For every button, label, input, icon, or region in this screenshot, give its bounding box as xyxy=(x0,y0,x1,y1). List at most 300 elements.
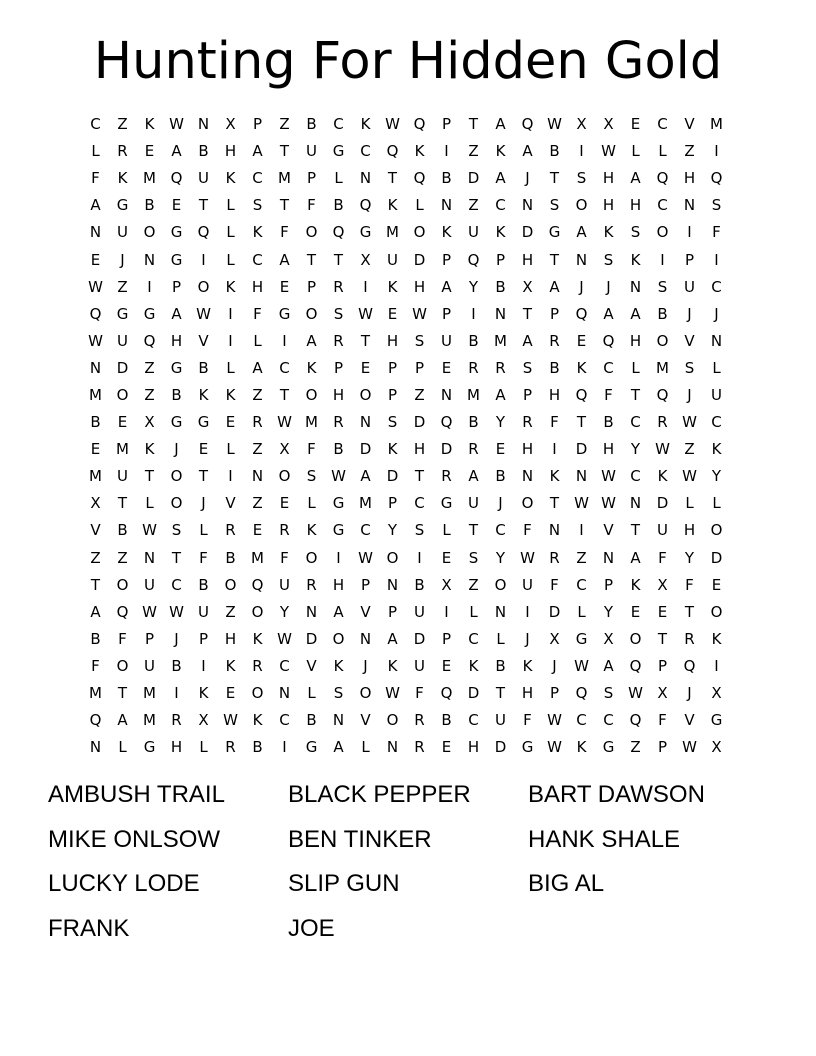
grid-letter: J xyxy=(174,440,179,459)
grid-letter: B xyxy=(441,711,452,730)
grid-letter: U xyxy=(387,250,398,269)
grid-letter: T xyxy=(117,684,128,703)
grid-letter: I xyxy=(579,521,584,540)
grid-letter: J xyxy=(525,169,530,188)
grid-letter: Y xyxy=(387,521,398,540)
grid-letter: O xyxy=(251,602,264,621)
grid-letter: K xyxy=(495,223,506,242)
grid-letter: B xyxy=(468,413,479,432)
grid-letter: F xyxy=(91,656,100,675)
grid-letter: K xyxy=(252,711,263,730)
grid-letter: T xyxy=(684,602,695,621)
grid-letter: N xyxy=(386,575,399,594)
grid-letter: W xyxy=(385,115,400,134)
grid-letter: E xyxy=(171,196,182,215)
grid-letter: O xyxy=(575,196,588,215)
grid-letter: A xyxy=(468,467,479,486)
grid-letter: G xyxy=(143,738,156,757)
grid-letter: T xyxy=(117,494,128,513)
grid-letter: B xyxy=(171,656,182,675)
grid-letter: I xyxy=(282,738,287,757)
grid-letter: A xyxy=(117,711,128,730)
grid-letter: L xyxy=(415,196,424,215)
grid-letter: K xyxy=(387,196,398,215)
grid-letter: K xyxy=(630,250,641,269)
grid-letter: W xyxy=(574,656,589,675)
grid-letter: Z xyxy=(279,115,290,134)
grid-letter: W xyxy=(142,521,157,540)
grid-letter: A xyxy=(522,331,533,350)
grid-letter: O xyxy=(224,575,237,594)
grid-letter: F xyxy=(118,629,127,648)
grid-letter: W xyxy=(88,331,103,350)
grid-letter: T xyxy=(549,494,560,513)
grid-letter: C xyxy=(576,711,587,730)
grid-row xyxy=(82,707,730,734)
grid-row xyxy=(82,517,730,544)
grid-letter: O xyxy=(710,602,723,621)
grid-letter: I xyxy=(201,656,206,675)
grid-letter: O xyxy=(494,575,507,594)
grid-row xyxy=(82,463,730,490)
grid-letter: G xyxy=(170,358,183,377)
grid-letter: X xyxy=(198,711,209,730)
puzzle-title: Hunting For Hidden Gold xyxy=(93,32,723,91)
grid-letter: F xyxy=(307,440,316,459)
grid-letter: A xyxy=(333,738,344,757)
grid-letter: R xyxy=(171,711,182,730)
grid-letter: I xyxy=(660,250,665,269)
grid-letter: N xyxy=(521,467,534,486)
grid-row xyxy=(82,409,730,436)
grid-letter: E xyxy=(441,358,452,377)
grid-letter: L xyxy=(253,331,262,350)
grid-letter: Q xyxy=(710,169,723,188)
grid-letter: A xyxy=(495,115,506,134)
grid-letter: Y xyxy=(279,602,290,621)
grid-letter: W xyxy=(385,684,400,703)
grid-letter: T xyxy=(279,142,290,161)
grid-letter: T xyxy=(576,413,587,432)
grid-letter: V xyxy=(684,711,695,730)
grid-letter: P xyxy=(549,684,560,703)
grid-letter: T xyxy=(360,331,371,350)
grid-letter: I xyxy=(417,548,422,567)
grid-letter: Y xyxy=(684,548,695,567)
grid-letter: G xyxy=(332,521,345,540)
grid-letter: N xyxy=(359,169,372,188)
grid-letter: Q xyxy=(143,331,156,350)
grid-letter: D xyxy=(116,358,129,377)
grid-letter: L xyxy=(145,494,154,513)
grid-letter: H xyxy=(521,440,534,459)
grid-letter: R xyxy=(522,413,533,432)
grid-letter: X xyxy=(522,277,533,296)
grid-letter: A xyxy=(603,656,614,675)
grid-letter: L xyxy=(118,738,127,757)
grid-letter: W xyxy=(601,142,616,161)
grid-letter: C xyxy=(657,115,668,134)
grid-letter: O xyxy=(386,548,399,567)
grid-letter: I xyxy=(525,602,530,621)
grid-letter: T xyxy=(90,575,101,594)
grid-letter: S xyxy=(252,196,263,215)
grid-letter: F xyxy=(712,223,721,242)
grid-letter: P xyxy=(306,169,317,188)
grid-letter: H xyxy=(602,169,615,188)
grid-letter: O xyxy=(656,331,669,350)
grid-letter: H xyxy=(332,385,345,404)
grid-letter: I xyxy=(201,250,206,269)
grid-letter: E xyxy=(360,358,371,377)
grid-letter: E xyxy=(441,738,452,757)
grid-letter: E xyxy=(279,494,290,513)
grid-letter: J xyxy=(174,629,179,648)
grid-letter: M xyxy=(89,385,102,404)
grid-letter: U xyxy=(657,521,668,540)
grid-letter: K xyxy=(495,142,506,161)
grid-letter: B xyxy=(171,385,182,404)
grid-letter: Z xyxy=(684,440,695,459)
word-list-item: BART DAWSON xyxy=(528,781,705,808)
grid-letter: Q xyxy=(602,331,615,350)
grid-letter: B xyxy=(306,711,317,730)
grid-letter: Q xyxy=(89,304,102,323)
grid-row xyxy=(82,355,730,382)
grid-letter: Z xyxy=(90,548,101,567)
grid-letter: Q xyxy=(359,196,372,215)
grid-letter: L xyxy=(442,521,451,540)
grid-letter: N xyxy=(359,629,372,648)
word-list-item: BIG AL xyxy=(528,870,605,897)
grid-letter: V xyxy=(360,602,371,621)
grid-letter: H xyxy=(224,142,237,161)
grid-letter: H xyxy=(629,331,642,350)
grid-letter: I xyxy=(228,304,233,323)
grid-letter: A xyxy=(360,467,371,486)
grid-row xyxy=(82,219,730,246)
grid-letter: Q xyxy=(440,413,453,432)
grid-letter: Q xyxy=(656,385,669,404)
grid-letter: H xyxy=(170,331,183,350)
grid-letter: W xyxy=(682,413,697,432)
grid-letter: V xyxy=(90,521,101,540)
grid-letter: W xyxy=(601,494,616,513)
grid-letter: B xyxy=(549,358,560,377)
grid-letter: S xyxy=(657,277,668,296)
grid-letter: O xyxy=(710,521,723,540)
grid-letter: R xyxy=(441,467,452,486)
grid-letter: P xyxy=(306,277,317,296)
grid-letter: Y xyxy=(603,602,614,621)
grid-letter: T xyxy=(468,521,479,540)
grid-letter: E xyxy=(90,250,101,269)
grid-letter: S xyxy=(522,358,533,377)
grid-letter: D xyxy=(413,250,426,269)
grid-letter: S xyxy=(333,684,344,703)
grid-letter: X xyxy=(711,738,722,757)
grid-letter: R xyxy=(495,358,506,377)
grid-letter: W xyxy=(601,467,616,486)
grid-letter: P xyxy=(333,358,344,377)
grid-letter: W xyxy=(574,494,589,513)
grid-letter: T xyxy=(522,304,533,323)
grid-letter: T xyxy=(630,385,641,404)
grid-letter: V xyxy=(360,711,371,730)
grid-letter: G xyxy=(332,494,345,513)
grid-letter: H xyxy=(683,169,696,188)
grid-letter: H xyxy=(224,629,237,648)
grid-letter: Q xyxy=(89,711,102,730)
grid-letter: C xyxy=(333,115,344,134)
grid-letter: P xyxy=(360,575,371,594)
grid-letter: A xyxy=(603,304,614,323)
grid-letter: E xyxy=(198,440,209,459)
grid-letter: M xyxy=(710,115,723,134)
grid-letter: I xyxy=(444,602,449,621)
grid-letter: G xyxy=(521,738,534,757)
grid-letter: T xyxy=(387,169,398,188)
grid-letter: V xyxy=(306,656,317,675)
grid-letter: Q xyxy=(656,169,669,188)
word-list-item: BEN TINKER xyxy=(288,825,432,853)
grid-letter: N xyxy=(359,413,372,432)
grid-letter: B xyxy=(414,575,425,594)
grid-letter: U xyxy=(198,169,209,188)
grid-letter: Z xyxy=(144,358,155,377)
grid-row xyxy=(82,680,730,707)
grid-letter: G xyxy=(359,223,372,242)
grid-letter: I xyxy=(147,277,152,296)
grid-letter: A xyxy=(630,304,641,323)
grid-letter: Y xyxy=(711,467,722,486)
grid-letter: W xyxy=(628,684,643,703)
grid-letter: S xyxy=(306,467,317,486)
grid-letter: P xyxy=(441,115,452,134)
grid-letter: E xyxy=(441,656,452,675)
grid-letter: M xyxy=(116,440,129,459)
grid-letter: P xyxy=(198,629,209,648)
grid-letter: D xyxy=(548,602,561,621)
grid-letter: H xyxy=(602,440,615,459)
grid-letter: E xyxy=(225,684,236,703)
grid-letter: C xyxy=(495,521,506,540)
grid-letter: X xyxy=(657,575,668,594)
grid-letter: A xyxy=(549,277,560,296)
grid-letter: M xyxy=(278,169,291,188)
grid-letter: K xyxy=(198,684,209,703)
grid-letter: P xyxy=(387,494,398,513)
grid-letter: L xyxy=(658,142,667,161)
grid-letter: E xyxy=(144,142,155,161)
grid-letter: L xyxy=(631,142,640,161)
grid-letter: U xyxy=(144,656,155,675)
grid-letter: Q xyxy=(683,656,696,675)
grid-letter: L xyxy=(334,169,343,188)
grid-letter: N xyxy=(143,250,156,269)
grid-letter: S xyxy=(333,304,344,323)
grid-letter: H xyxy=(629,196,642,215)
grid-letter: W xyxy=(655,440,670,459)
grid-letter: G xyxy=(710,711,723,730)
grid-letter: W xyxy=(520,548,535,567)
grid-letter: Z xyxy=(144,385,155,404)
grid-row xyxy=(82,246,730,273)
grid-letter: L xyxy=(712,494,721,513)
grid-letter: Z xyxy=(468,196,479,215)
grid-row xyxy=(82,436,730,463)
grid-letter: E xyxy=(387,304,398,323)
grid-letter: H xyxy=(386,331,399,350)
grid-letter: G xyxy=(575,629,588,648)
grid-letter: C xyxy=(360,142,371,161)
grid-letter: C xyxy=(657,196,668,215)
grid-letter: Q xyxy=(629,711,642,730)
grid-letter: S xyxy=(603,250,614,269)
grid-letter: N xyxy=(440,196,453,215)
grid-letter: Z xyxy=(468,575,479,594)
grid-letter: D xyxy=(575,440,588,459)
grid-letter: Z xyxy=(468,142,479,161)
grid-letter: L xyxy=(307,494,316,513)
grid-letter: J xyxy=(552,656,557,675)
grid-letter: I xyxy=(687,223,692,242)
grid-letter: N xyxy=(494,602,507,621)
grid-letter: P xyxy=(522,385,533,404)
grid-letter: Q xyxy=(440,684,453,703)
grid-letter: O xyxy=(170,494,183,513)
grid-letter: H xyxy=(521,684,534,703)
letter-grid xyxy=(82,111,730,761)
grid-letter: V xyxy=(225,494,236,513)
grid-letter: C xyxy=(279,711,290,730)
grid-letter: O xyxy=(629,629,642,648)
grid-letter: D xyxy=(386,467,399,486)
grid-letter: S xyxy=(414,521,425,540)
grid-letter: E xyxy=(117,413,128,432)
grid-letter: E xyxy=(279,277,290,296)
grid-letter: T xyxy=(549,250,560,269)
grid-letter: B xyxy=(495,656,506,675)
grid-letter: F xyxy=(415,684,424,703)
grid-letter: U xyxy=(711,385,722,404)
grid-letter: D xyxy=(440,440,453,459)
grid-letter: I xyxy=(579,142,584,161)
grid-letter: K xyxy=(360,115,371,134)
grid-letter: T xyxy=(333,250,344,269)
grid-letter: B xyxy=(144,196,155,215)
grid-letter: Z xyxy=(684,142,695,161)
grid-letter: L xyxy=(631,358,640,377)
grid-letter: U xyxy=(414,656,425,675)
grid-letter: K xyxy=(306,358,317,377)
grid-letter: L xyxy=(226,440,235,459)
grid-letter: M xyxy=(143,711,156,730)
grid-letter: V xyxy=(198,331,209,350)
grid-letter: G xyxy=(116,304,129,323)
grid-letter: U xyxy=(468,494,479,513)
grid-letter: Q xyxy=(386,142,399,161)
grid-letter: X xyxy=(441,575,452,594)
grid-letter: L xyxy=(226,250,235,269)
grid-letter: C xyxy=(90,115,101,134)
grid-letter: I xyxy=(714,656,719,675)
grid-letter: C xyxy=(252,250,263,269)
grid-row xyxy=(82,138,730,165)
word-list xyxy=(48,778,808,956)
grid-letter: R xyxy=(117,142,128,161)
grid-letter: A xyxy=(630,548,641,567)
grid-letter: Z xyxy=(252,385,263,404)
grid-letter: I xyxy=(228,331,233,350)
grid-letter: M xyxy=(359,494,372,513)
grid-letter: X xyxy=(603,629,614,648)
grid-letter: J xyxy=(714,304,719,323)
grid-letter: T xyxy=(279,385,290,404)
grid-letter: N xyxy=(440,385,453,404)
grid-letter: Q xyxy=(251,575,264,594)
grid-row xyxy=(82,572,730,599)
grid-letter: D xyxy=(656,494,669,513)
grid-letter: H xyxy=(413,440,426,459)
grid-letter: F xyxy=(91,169,100,188)
grid-letter: W xyxy=(277,629,292,648)
grid-letter: F xyxy=(280,223,289,242)
grid-letter: M xyxy=(89,684,102,703)
grid-letter: B xyxy=(117,521,128,540)
grid-letter: K xyxy=(144,115,155,134)
grid-letter: F xyxy=(523,711,532,730)
grid-letter: N xyxy=(575,467,588,486)
grid-letter: W xyxy=(169,115,184,134)
grid-letter: X xyxy=(657,684,668,703)
grid-letter: G xyxy=(278,304,291,323)
grid-letter: Z xyxy=(117,115,128,134)
grid-letter: T xyxy=(144,467,155,486)
grid-letter: R xyxy=(333,413,344,432)
grid-letter: C xyxy=(576,575,587,594)
grid-letter: K xyxy=(603,223,614,242)
grid-letter: B xyxy=(603,413,614,432)
grid-letter: X xyxy=(603,115,614,134)
grid-letter: D xyxy=(413,413,426,432)
grid-letter: F xyxy=(658,548,667,567)
grid-letter: B xyxy=(657,304,668,323)
grid-letter: D xyxy=(359,440,372,459)
grid-letter: O xyxy=(521,494,534,513)
word-list-item: SLIP GUN xyxy=(288,870,400,897)
grid-letter: W xyxy=(277,413,292,432)
grid-letter: K xyxy=(657,467,668,486)
grid-letter: Q xyxy=(413,115,426,134)
word-list-item: AMBUSH TRAIL xyxy=(48,781,225,808)
grid-letter: H xyxy=(170,738,183,757)
grid-letter: Q xyxy=(413,169,426,188)
grid-letter: G xyxy=(548,223,561,242)
grid-letter: E xyxy=(576,331,587,350)
grid-letter: K xyxy=(225,169,236,188)
grid-letter: U xyxy=(684,277,695,296)
grid-letter: S xyxy=(576,169,587,188)
grid-letter: Q xyxy=(575,385,588,404)
grid-letter: B xyxy=(495,277,506,296)
grid-letter: A xyxy=(252,142,263,161)
grid-letter: F xyxy=(685,575,694,594)
grid-letter: F xyxy=(550,575,559,594)
word-list-item: JOE xyxy=(288,914,335,942)
grid-letter: K xyxy=(576,358,587,377)
grid-letter: O xyxy=(305,304,318,323)
